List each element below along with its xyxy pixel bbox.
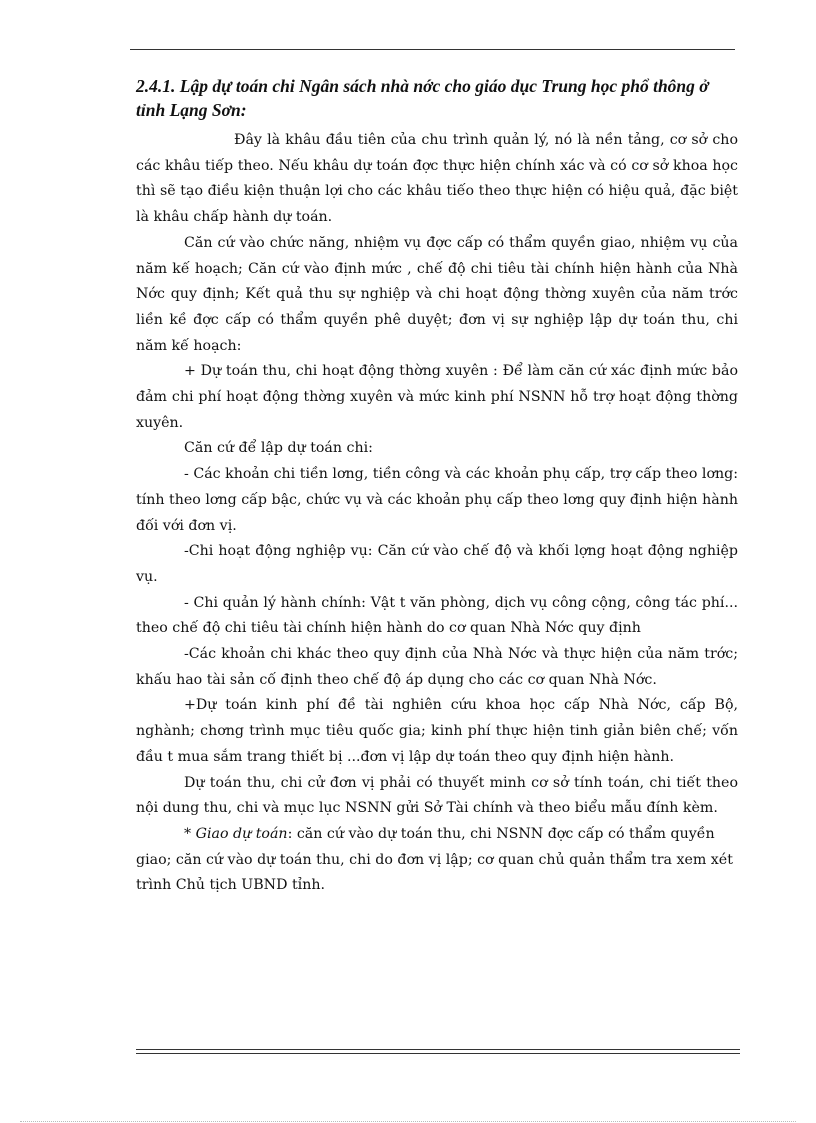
paragraph-revenue-estimate: + Dự toán thu, chi hoạt động thờng xuyên : Để làm căn cứ xác định mức bảo đảm chi phí hoạt động thờng xuyên và mức kinh phí NSNN hỗ trợ hoạt động thờng xuyên. [136, 363, 738, 431]
term-budget-assignment: Giao dự toán [195, 825, 288, 842]
page-edge-dotted-line [20, 1121, 796, 1122]
bullet-prefix: * [184, 825, 196, 842]
header-rule [130, 49, 735, 50]
paragraph-salary: - Các khoản chi tiền lơng, tiền công và các khoản phụ cấp, trợ cấp theo lơng: tính theo lơng cấp bậc, chức vụ và các khoản phụ cấp theo lơng quy định hiện hành đối với đơn vị. [136, 466, 738, 534]
paragraph-basis: Căn cứ vào chức năng, nhiệm vụ đợc cấp có thẩm quyền giao, nhiệm vụ của năm kế hoạch; Căn cứ vào định mức , chế độ chi tiêu tài chính hiện hành của Nhà Nớc quy định; Kết quả thu sự nghiệp và chi hoạt động thờng xuyên của năm trớc liền kề đợc cấp có thẩm quyền phê duyệt; đơn vị sự nghiệp lập dự toán thu, chi năm kế hoạch: [136, 234, 738, 354]
paragraph-intro: Đây là khâu đầu tiên của chu trình quản lý, nó là nền tảng, cơ sở cho các khâu tiếp theo. Nếu khâu dự toán đợc thực hiện chính xác và có cơ sở khoa học thì sẽ tạo điều kiện thuận lợi cho các khâu tiếo theo thực hiện có hiệu quả, đặc biệt là khâu chấp hành dự toán. [136, 132, 738, 226]
paragraph-budget-assignment [136, 822, 738, 899]
paragraph-administration: - Chi quản lý hành chính: Vật t văn phòng, dịch vụ công cộng, công tác phí... theo chế độ chi tiêu tài chính hiện hành do cơ quan Nhà Nớc quy định [136, 594, 738, 637]
paragraph-expense-basis: Căn cứ để lập dự toán chi: [184, 440, 373, 457]
body-text [136, 128, 738, 899]
footer-rule-lower [136, 1053, 740, 1054]
section-heading: 2.4.1. Lập dự toán chi Ngân sách nhà nớc cho giáo dục Trung học phổ thông ở tỉnh Lạng Sơn: [136, 76, 709, 120]
paragraph-other-expenses: -Các khoản chi khác theo quy định của Nhà Nớc và thực hiện của năm trớc; khấu hao tài sản cố định theo chế độ áp dụng cho các cơ quan Nhà Nớc. [136, 646, 738, 688]
paragraph-explanation: Dự toán thu, chi cử đơn vị phải có thuyết minh cơ sở tính toán, chi tiết theo nội dung thu, chi và mục lục NSNN gửi Sở Tài chính và theo biểu mẫu đính kèm. [136, 774, 738, 817]
budget-assignment-text: : căn cứ vào dự toán thu, chi NSNN đợc cấp có thẩm quyền giao; căn cứ vào dự toán thu, chi do đơn vị lập; cơ quan chủ quản thẩm tra xem xét trình Chủ tịch UBND tỉnh. [136, 825, 733, 894]
paragraph-operations: -Chi hoạt động nghiệp vụ: Căn cứ vào chế độ và khối lợng hoạt động nghiệp vụ. [136, 543, 738, 585]
paragraph-research-funding: +Dự toán kinh phí đề tài nghiên cứu khoa học cấp Nhà Nớc, cấp Bộ, nghành; chơng trình mục tiêu quốc gia; kinh phí thực hiện tinh giản biên chế; vốn đầu t mua sắm trang thiết bị ...đơn vị lập dự toán theo quy định hiện hành. [136, 697, 738, 765]
footer-rule-upper [136, 1049, 740, 1050]
